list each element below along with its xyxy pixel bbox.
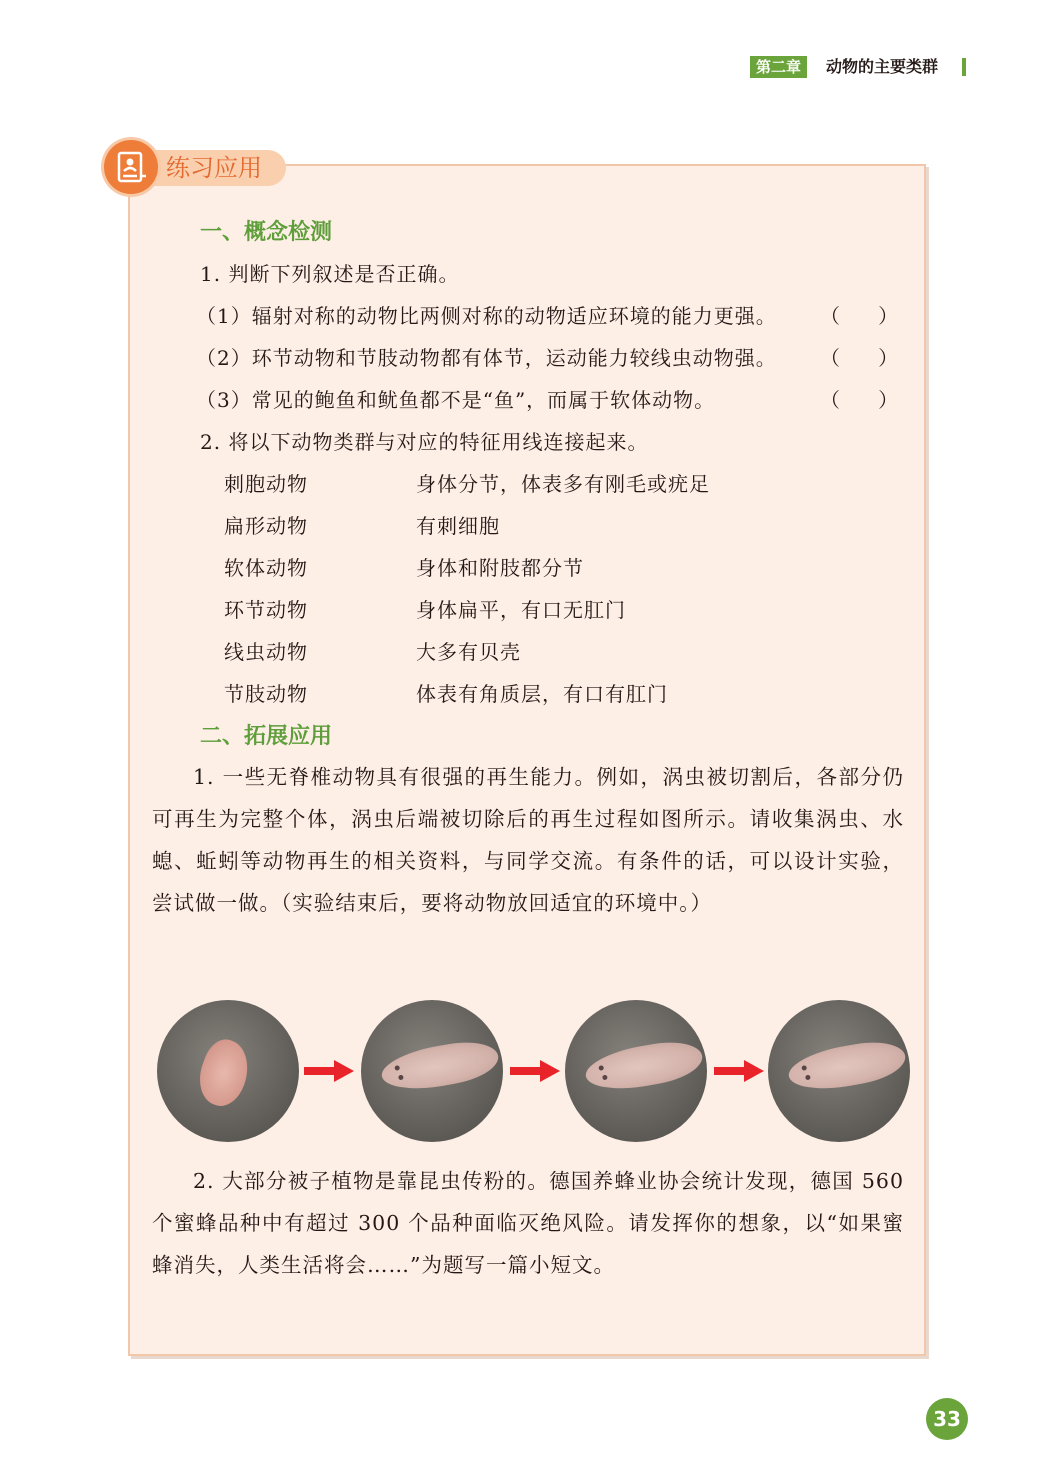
extension-paragraph-1: [152, 756, 904, 924]
group-name: 软体动物: [224, 556, 308, 580]
answer-bracket-1[interactable]: （ ）: [820, 304, 899, 328]
section-heading-concept: 一、概念检测: [200, 220, 333, 245]
planarian-fragment: [191, 1034, 257, 1112]
answer-bracket-3[interactable]: （ ）: [820, 388, 899, 412]
planarian-photo-3: [565, 1000, 707, 1142]
group-name: 节肢动物: [224, 682, 308, 706]
page-number: 33: [926, 1398, 968, 1440]
chapter-bar: [962, 58, 966, 76]
feature-text: 身体扁平，有口无肛门: [416, 598, 626, 622]
feature-text: 身体分节，体表多有刚毛或疣足: [416, 472, 710, 496]
arrow-right-icon: [304, 1058, 354, 1084]
statement-1: （1）辐射对称的动物比两侧对称的动物适应环境的能力更强。: [196, 304, 777, 328]
group-name: 线虫动物: [224, 640, 308, 664]
badge-label: 练习应用: [166, 154, 262, 182]
statement-3: （3）常见的鲍鱼和鱿鱼都不是“鱼”，而属于软体动物。: [196, 388, 716, 412]
feature-text: 有刺细胞: [416, 514, 500, 538]
planarian: [582, 1036, 705, 1096]
question-2: 2. 将以下动物类群与对应的特征用线连接起来。: [200, 430, 649, 454]
feature-text: 大多有贝壳: [416, 640, 521, 664]
section-heading-extension: 二、拓展应用: [200, 724, 333, 749]
paragraph-text: 2. 大部分被子植物是靠昆虫传粉的。德国养蜂业协会统计发现，德国 560 个蜜蜂品种中有超过 300 个品种面临灭绝风险。请发挥你的想象，以“如果蜜蜂消失，人类生活将会……”为题写一篇小短文。: [152, 1169, 904, 1277]
paragraph-text: 1. 一些无脊椎动物具有很强的再生能力。例如，涡虫被切割后，各部分仍可再生为完整个体，涡虫后端被切除后的再生过程如图所示。请收集涡虫、水螅、蚯蚓等动物再生的相关资料，与同学交流。有条件的话，可以设计实验，尝试做一做。（实验结束后，要将动物放回适宜的环境中。）: [152, 765, 904, 915]
planarian-photo-1: [157, 1000, 299, 1142]
planarian-photo-4: [768, 1000, 910, 1142]
feature-text: 体表有角质层，有口有肛门: [416, 682, 668, 706]
section-badge: [104, 140, 284, 194]
extension-paragraph-2: [152, 1160, 904, 1286]
group-name: 扁形动物: [224, 514, 308, 538]
planarian-photo-2: [361, 1000, 503, 1142]
group-name: 刺胞动物: [224, 472, 308, 496]
group-name: 环节动物: [224, 598, 308, 622]
answer-bracket-2[interactable]: （ ）: [820, 346, 899, 370]
feature-text: 身体和附肢都分节: [416, 556, 584, 580]
chapter-title: 动物的主要类群: [826, 57, 939, 76]
chapter-tag: 第二章: [750, 56, 807, 78]
arrow-right-icon: [714, 1058, 764, 1084]
question-1: 1. 判断下列叙述是否正确。: [200, 262, 460, 286]
planarian: [785, 1036, 908, 1096]
arrow-right-icon: [510, 1058, 560, 1084]
planarian: [378, 1036, 501, 1096]
worksheet-icon: [104, 140, 158, 194]
statement-2: （2）环节动物和节肢动物都有体节，运动能力较线虫动物强。: [196, 346, 777, 370]
